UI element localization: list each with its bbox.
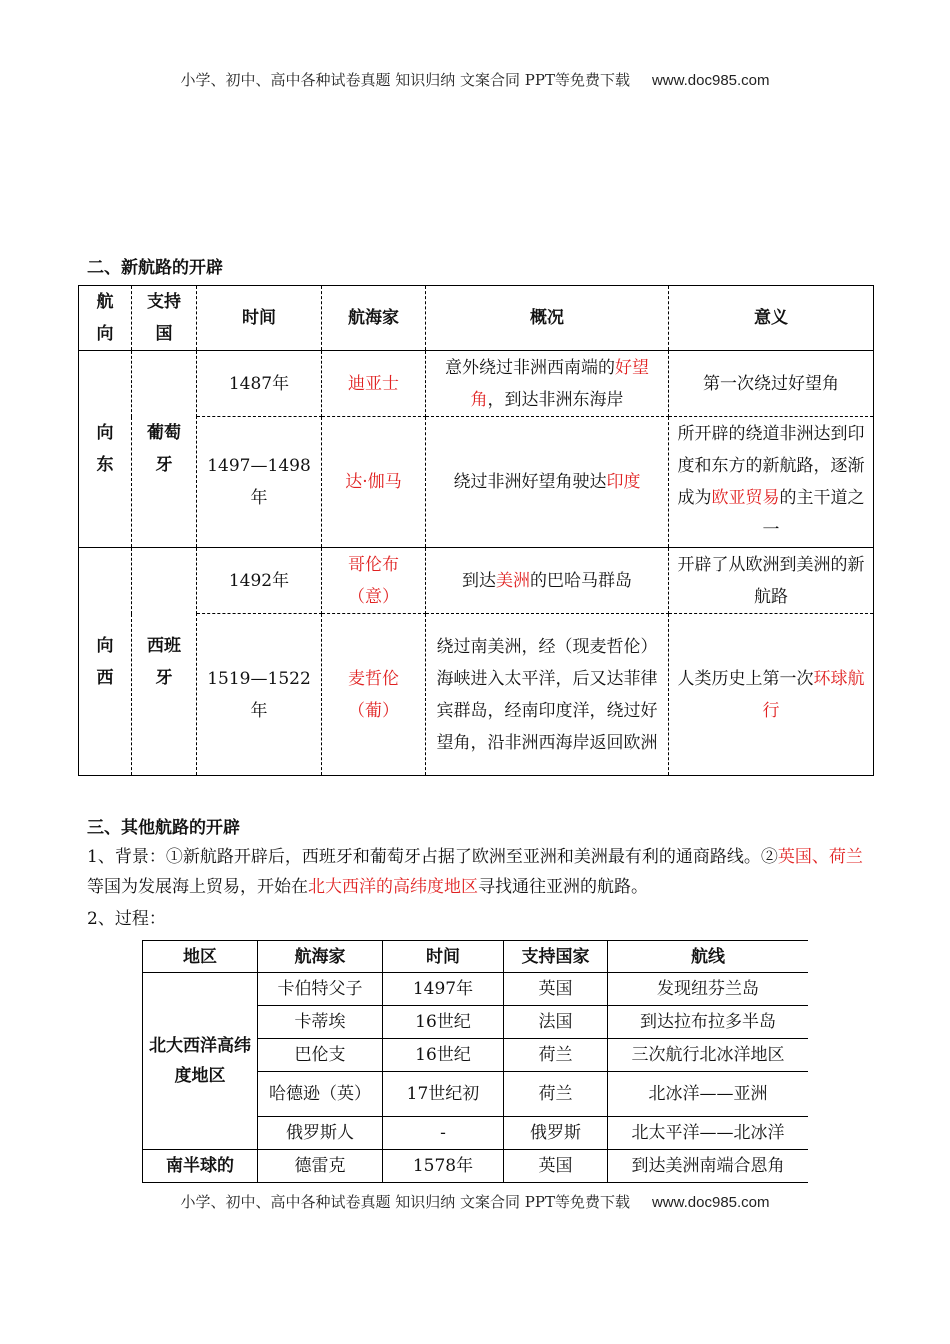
table-row — [79, 548, 874, 614]
direction-east: 向 东 — [79, 351, 132, 548]
time-cell: 1492年 — [197, 548, 322, 614]
significance-cell: 人类历史上第一次环球航行 — [669, 614, 874, 776]
header-text: 小学、初中、高中各种试卷真题 知识归纳 文案合同 PPT等免费下载 — [180, 71, 630, 89]
route-cell: 北冰洋——亚洲 — [608, 1072, 809, 1117]
navigator-cell: 达·伽马 — [322, 417, 426, 548]
col-navigator: 航海家 — [258, 941, 383, 973]
col-time: 时间 — [383, 941, 504, 973]
navigator-cell: 哈德逊（英） — [258, 1072, 383, 1117]
section2-title: 二、新航路的开辟 — [87, 258, 223, 278]
navigator-cell: 麦哲伦 （葡） — [322, 614, 426, 776]
table-row — [79, 614, 874, 776]
route-cell: 北太平洋——北冰洋 — [608, 1117, 809, 1150]
col-overview: 概况 — [426, 286, 669, 351]
navigator-cell: 哥伦布 （意） — [322, 548, 426, 614]
navigator-cell: 迪亚士 — [322, 351, 426, 417]
table-row — [79, 351, 874, 417]
time-cell: 1497年 — [383, 973, 504, 1006]
table-row — [79, 417, 874, 548]
country-cell: 荷兰 — [504, 1072, 608, 1117]
time-cell: 1497—1498年 — [197, 417, 322, 548]
col-country: 支持国家 — [504, 941, 608, 973]
route-cell: 发现纽芬兰岛 — [608, 973, 809, 1006]
time-cell: 16世纪 — [383, 1039, 504, 1072]
other-routes-table — [142, 940, 808, 1183]
time-cell: 1519—1522年 — [197, 614, 322, 776]
col-direction: 航 向 — [79, 286, 132, 351]
time-cell: 16世纪 — [383, 1006, 504, 1039]
country-spain: 西班 牙 — [132, 548, 197, 776]
background-paragraph: 1、背景：①新航路开辟后，西班牙和葡萄牙占据了欧洲至亚洲和美洲最有利的通商路线。②英国、荷兰等国为发展海上贸易，开始在北大西洋的高纬度地区寻找通往亚洲的航路。 — [87, 847, 863, 897]
table-header-row — [143, 941, 809, 973]
country-cell: 英国 — [504, 1150, 608, 1183]
time-cell: 1578年 — [383, 1150, 504, 1183]
table-row — [143, 1150, 809, 1183]
col-route: 航线 — [608, 941, 809, 973]
footer-text: 小学、初中、高中各种试卷真题 知识归纳 文案合同 PPT等免费下载 — [180, 1193, 630, 1211]
col-time: 时间 — [197, 286, 322, 351]
region-southern: 南半球的 — [143, 1150, 258, 1183]
col-significance: 意义 — [669, 286, 874, 351]
direction-west: 向 西 — [79, 548, 132, 776]
overview-cell: 绕过南美洲，经（现麦哲伦）海峡进入太平洋，后又达菲律宾群岛，经南印度洋，绕过好望角，沿非洲西海岸返回欧洲 — [426, 614, 669, 776]
new-routes-table — [78, 285, 874, 776]
country-portugal: 葡萄 牙 — [132, 351, 197, 548]
time-cell: - — [383, 1117, 504, 1150]
significance-cell: 所开辟的绕道非洲达到印度和东方的新航路，逐渐成为欧亚贸易的主干道之一 — [669, 417, 874, 548]
header-url[interactable]: www.doc985.com — [651, 72, 770, 89]
region-north-atlantic: 北大西洋高纬度地区 — [143, 973, 258, 1150]
navigator-cell: 卡蒂埃 — [258, 1006, 383, 1039]
overview-cell: 到达美洲的巴哈马群岛 — [426, 548, 669, 614]
table-row — [143, 973, 809, 1006]
navigator-cell: 卡伯特父子 — [258, 973, 383, 1006]
navigator-cell: 俄罗斯人 — [258, 1117, 383, 1150]
country-cell: 法国 — [504, 1006, 608, 1039]
route-cell: 三次航行北冰洋地区 — [608, 1039, 809, 1072]
navigator-cell: 德雷克 — [258, 1150, 383, 1183]
country-cell: 俄罗斯 — [504, 1117, 608, 1150]
significance-cell: 开辟了从欧洲到美洲的新航路 — [669, 548, 874, 614]
significance-cell: 第一次绕过好望角 — [669, 351, 874, 417]
country-cell: 英国 — [504, 973, 608, 1006]
footer-url[interactable]: www.doc985.com — [651, 1194, 770, 1211]
route-cell: 到达拉布拉多半岛 — [608, 1006, 809, 1039]
time-cell: 17世纪初 — [383, 1072, 504, 1117]
section3-title: 三、其他航路的开辟 — [87, 818, 240, 838]
col-region: 地区 — [143, 941, 258, 973]
table-header-row — [79, 286, 874, 351]
navigator-cell: 巴伦支 — [258, 1039, 383, 1072]
overview-cell: 绕过非洲好望角驶达印度 — [426, 417, 669, 548]
col-navigator: 航海家 — [322, 286, 426, 351]
country-cell: 荷兰 — [504, 1039, 608, 1072]
col-country: 支持 国 — [132, 286, 197, 351]
other-routes-table-wrapper — [142, 940, 808, 1187]
page-footer — [0, 1191, 950, 1212]
route-cell: 到达美洲南端合恩角 — [608, 1150, 809, 1183]
time-cell: 1487年 — [197, 351, 322, 417]
page-header — [0, 69, 950, 90]
process-label: 2、过程： — [87, 909, 166, 929]
overview-cell: 意外绕过非洲西南端的好望角，到达非洲东海岸 — [426, 351, 669, 417]
